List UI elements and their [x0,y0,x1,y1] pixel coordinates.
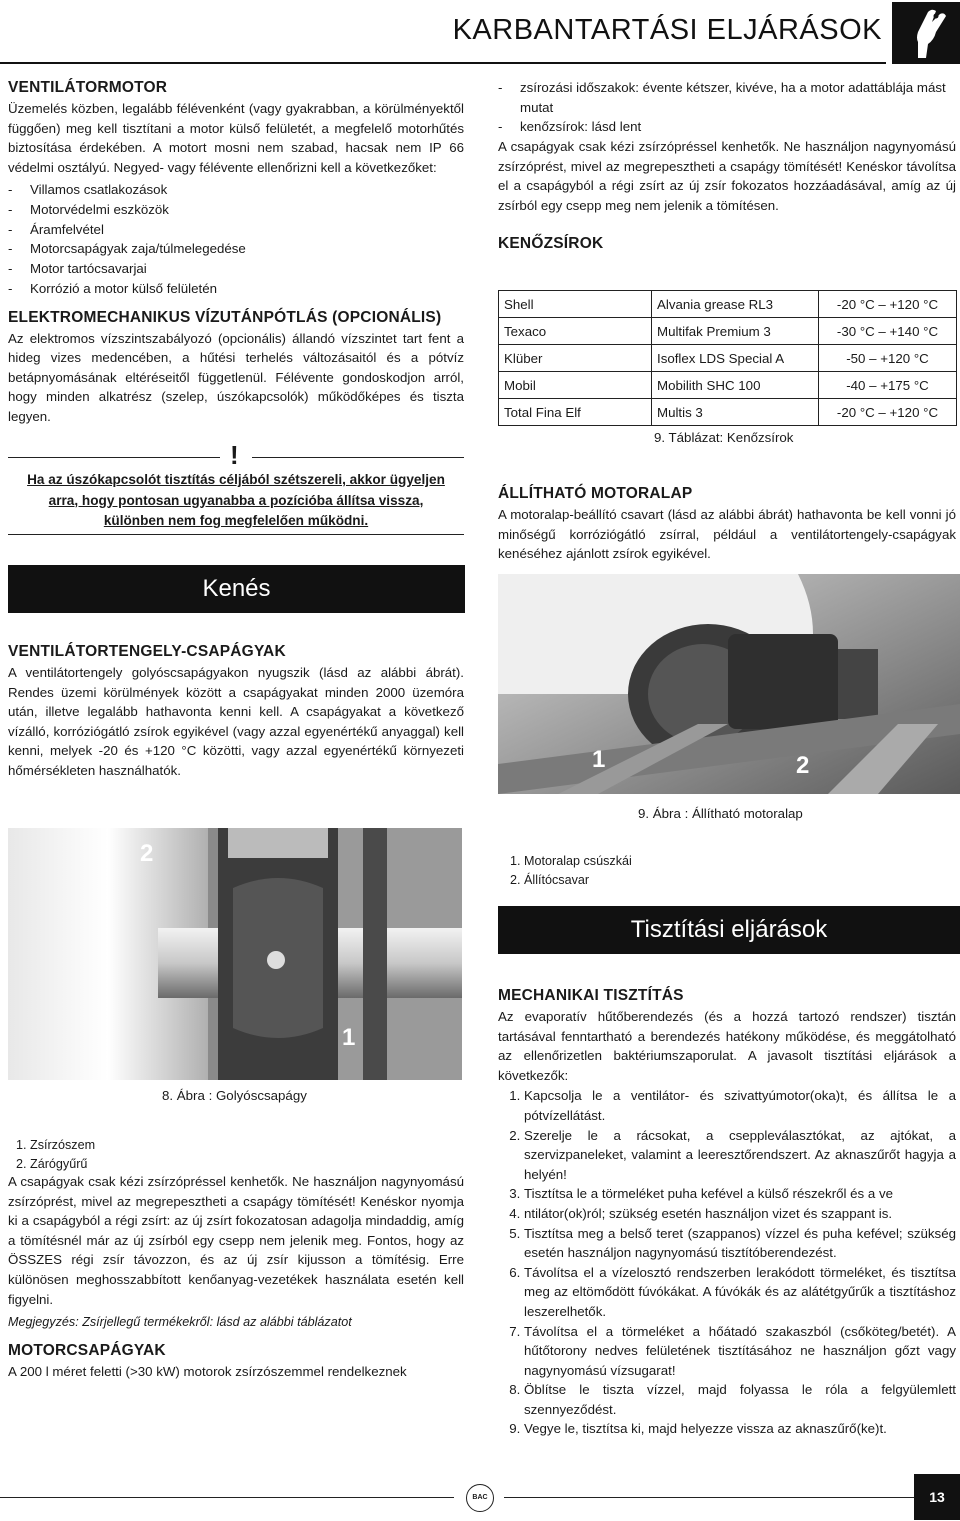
grease-table-row [499,318,957,345]
warning-rule-top-left [8,457,220,458]
table-caption: 9. Táblázat: Kenőzsírok [654,430,794,445]
cleaning-step: 9. Vegye le, tisztítsa ki, majd helyezze vissza az aknaszűrő(ke)t. [524,1419,956,1439]
lubrication-paragraph: A csapágyak csak kézi zsírzópréssel kenhetők. Ne használjon nagynyomású zsírzóprést, mivel az megrepesztheti a csapágy tömítését! Kenéskor távolítsa el a csapágyból a régi zsírt az új zsír fokozatos hozzáadásával, amíg az új zsírból egy csepp meg nem jelenik a tömítésen. [498,139,956,213]
bac-logo [466,1484,494,1512]
figure-8-caption: 8. Ábra : Golyóscsapágy [162,1088,307,1103]
grease-brand-cell: Shell [499,291,652,318]
figure-8-callout-1: 1 [342,1024,356,1051]
footer-rule-right [504,1497,914,1498]
figure-9-legend-item: 2. Állítócsavar [524,871,632,890]
section-bar-tisztitas-label: Tisztítási eljárások [630,916,828,943]
warning-rule-top-right [252,457,464,458]
figure-9-callout-2: 2 [796,752,810,779]
cleaning-step: 2. Szerelje le a rácsokat, a cseppleválasztókat, az ajtókat, a szervizpaneleket, valamint a leeresztőrendszert. Az aknaszűrőt hagyja a helyén! [524,1126,956,1185]
footer-rule-left [0,1497,454,1498]
motor-check-item: - Motorcsapágyak zaja/túlmelegedése [30,239,464,259]
cleaning-steps-list [498,1086,956,1439]
bac-logo-text: BAC [472,1494,488,1501]
grease-product-cell: Multis 3 [652,399,819,426]
grease-temp-cell: -30 °C – +140 °C [819,318,957,345]
grease-table-row [499,345,957,372]
cleaning-step: 7. Távolítsa el a törmeléket a hőátadó szakaszból (csőköteg/betét). A hűtőtorony nedves felületének tisztításához ne használjon gőzt vagy nagynyomású vízsugarat! [524,1322,956,1381]
figure-9-legend-item: 1. Motoralap csúszkái [524,852,632,871]
lubrication-schedule-list [498,78,956,137]
bearing-grease-paragraph: A csapágyak csak kézi zsírzópréssel kenhetők. Ne használjon nagynyomású zsírzóprést, mivel az megrepesztheti a csapágy tömítését! Kenéskor nyomja ki a csapágyból a régi zsírt: az új zsírt fokozatosan adagolja mindaddig, amíg a tömítésnél már az új zsírból egy csepp nem jelenik meg. Fontos, hogy az ÖSSZES régi zsír távozzon, és az új zsír kijusson a tömítésig. Erre különösen meghosszabbított kenőanyag-vezetékek használata esetén kell figyelni. [8,1174,464,1307]
motor-check-item: - Korrózió a motor külső felületén [30,279,464,299]
grease-product-cell: Alvania grease RL3 [652,291,819,318]
motoralap-paragraph: A motoralap-beállító csavart (lásd az alábbi ábrát) hathavonta be kell vonni jó minőségű korróziógátló zsírral, például a ventilátortengely-csapágyak kenéséhez ajánlott zsírok egyikével. [498,507,956,562]
figure-9-callout-1: 1 [592,746,606,773]
warning-exclamation-icon: ! [230,440,239,470]
cleaning-step: 8. Öblítse le tiszta vízzel, majd folyassa le róla a felgyülemlett szennyeződést. [524,1380,956,1419]
figure-8-legend-item: 2. Zárógyűrű [30,1155,95,1174]
motorcsapagyak-paragraph: A 200 l méret feletti (>30 kW) motorok zsírzószemmel rendelkeznek [8,1363,407,1379]
page-header-title: KARBANTARTÁSI ELJÁRÁSOK [452,14,882,46]
cleaning-step: 3. Tisztítsa le a törmeléket puha kefével a külső részekről és a ve [524,1184,956,1204]
grease-temp-cell: -20 °C – +120 °C [819,399,957,426]
figure-9-photo [498,574,960,794]
section-heading-tengely: VENTILÁTORTENGELY-CSAPÁGYAK [8,643,286,660]
section-heading-motorcsapagyak: MOTORCSAPÁGYAK [8,1341,166,1359]
cleaning-step: 5. Tisztítsa meg a belső teret (szappanos) vízzel és puha kefével; szükség esetén használjon nagynyomású tisztítóberendezést. [524,1224,956,1263]
tengely-paragraph: A ventilátortengely golyóscsapágyakon nyugszik (lásd az alábbi ábrát). Rendes üzemi körülmények között a csapágyakat minden 2000 üzemóra után, illetve legalább hathavonta kenni kell. A csapágyakat a következő vízálló, korróziógátló zsírok egyikével (vagy azzal egyenértékű anyaggal) kell kenni, melyek -20 és +120 °C közötti, vagy azzal egyenértékű környezeti hőmérsékleten használhatók. [8,665,464,778]
figure-8-legend [8,1136,95,1174]
section-heading-elektro: ELEKTROMECHANIKUS VÍZUTÁNPÓTLÁS (OPCIONÁLIS) [8,308,442,326]
grease-table-row [499,291,957,318]
figure-8-callout-2: 2 [140,840,154,867]
section-bar-kenes [8,565,465,613]
figure-8-legend-item: 1. Zsírzószem [30,1136,95,1155]
section-bar-kenes-label: Kenés [202,575,271,602]
section-heading-kenozsir: KENŐZSÍROK [498,235,604,253]
lubrication-schedule-item: - zsírozási időszakok: évente kétszer, kivéve, ha a motor adattáblája mást mutat [520,78,956,117]
grease-temp-cell: -20 °C – +120 °C [819,291,957,318]
motor-check-list [8,180,464,298]
grease-product-cell: Multifak Premium 3 [652,318,819,345]
page-number: 13 [929,1489,945,1505]
motor-check-item: - Áramfelvétel [30,220,464,240]
grease-table-row [499,372,957,399]
section-heading-motoralap: ÁLLÍTHATÓ MOTORALAP [498,485,693,502]
grease-brand-cell: Mobil [499,372,652,399]
warning-text: Ha az úszókapcsolót tisztítás céljából szétszereli, akkor ügyeljen arra, hogy pontosan ugyanabba a pozícióba állítsa vissza, különben nem fog megfelelően működni. [27,472,445,528]
grease-table [498,290,957,426]
grease-brand-cell: Total Fina Elf [499,399,652,426]
warning-rule-bottom [8,534,464,535]
elektro-paragraph: Az elektromos vízszintszabályozó (opcionális) állandó vízszintet tart fent a hideg vizes medencében, a hűtési terhelés változásaitól és a pótvíz betápnyomásának eltéréseitől függetlenül. Félévente gondoskodjon arról, hogy minden alkatrész (szelep, úszókapcsolók) működőképes és tiszta legyen. [8,330,464,424]
grease-temp-cell: -50 – +120 °C [819,345,957,372]
grease-brand-cell: Texaco [499,318,652,345]
grease-product-cell: Isoflex LDS Special A [652,345,819,372]
cleaning-step: 1. Kapcsolja le a ventilátor- és szivattyúmotor(oka)t, és állítsa le a pótvízellátást. [524,1086,956,1125]
figure-9-legend [498,852,632,890]
lubrication-schedule-item: - kenőzsírok: lásd lent [520,117,956,137]
section-heading-mechanikai: MECHANIKAI TISZTÍTÁS [498,987,684,1004]
grease-temp-cell: -40 – +175 °C [819,372,957,399]
header-rule [0,62,886,64]
cleaning-step: 4. ntilátor(ok)ról; szükség esetén használjon vizet és szappant is. [524,1204,956,1224]
figure-9-caption: 9. Ábra : Állítható motoralap [638,806,803,821]
warning-box [8,440,464,540]
motor-check-item: - Villamos csatlakozások [30,180,464,200]
grease-brand-cell: Klüber [499,345,652,372]
motor-paragraph: Üzemelés közben, legalább félévenként (vagy gyakrabban, a körülményektől függően) meg kell tisztítani a motor külső felületét, a megfelelő motorhűtés biztosítása érdekében. A motort mosni nem szabad, hacsak nem IP 66 védelmi osztályú. Negyed- vagy félévente ellenőrizni kell a következőket: [8,101,464,175]
grease-note: Megjegyzés: Zsírjellegű termékekről: lásd az alábbi táblázatot [8,1315,352,1330]
page-number-box [914,1474,960,1520]
mechanikai-paragraph: Az evaporatív hűtőberendezés (és a hozzá tartozó rendszer) tisztán tartásával fenntartható a berendezés hatékony működése, és meggátolható az ellenőrizetlen baktériumszaporulat. A javasolt tisztítási eljárások a következők: [498,1009,956,1083]
motor-check-item: - Motor tartócsavarjai [30,259,464,279]
figure-8-photo [8,828,462,1080]
grease-product-cell: Mobilith SHC 100 [652,372,819,399]
motor-check-item: - Motorvédelmi eszközök [30,200,464,220]
section-heading-motor: VENTILÁTORMOTOR [8,79,168,96]
cleaning-step: 6. Távolítsa el a vízelosztó rendszerben lerakódott törmeléket, és tisztítsa meg az eltömődött fúvókákat. A fúvókák és az alátétgyűrűk a tisztításhoz leszerelhetők. [524,1263,956,1322]
grease-table-row [499,399,957,426]
wrench-hand-icon [892,2,960,64]
section-bar-tisztitas [498,906,960,954]
